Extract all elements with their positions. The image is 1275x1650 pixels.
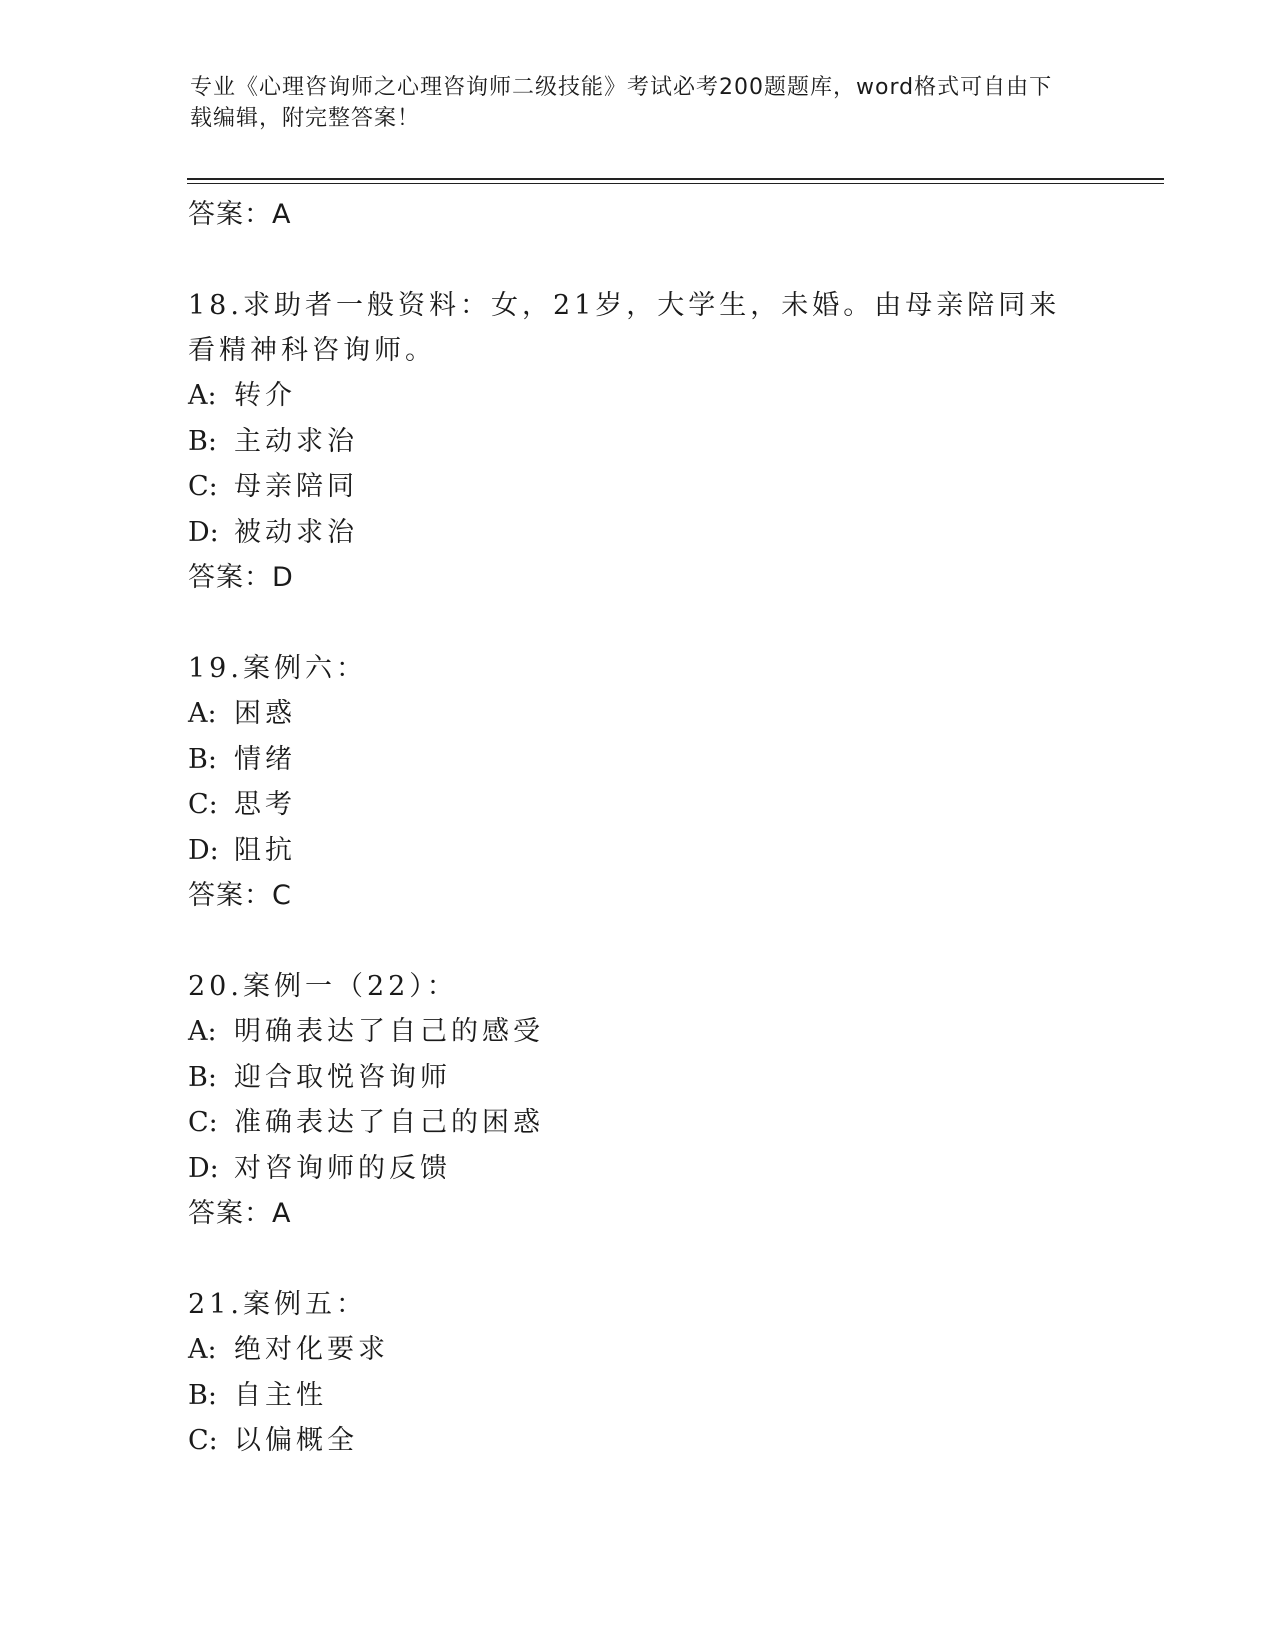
question-stem: 19.案例六： [188,653,367,684]
option-item: B: 主动求治 [188,425,358,457]
question-stem: 20.案例一（22）： [188,971,458,1002]
option-item: D: 对咨询师的反馈 [188,1152,451,1184]
option-item: A: 困惑 [188,698,296,729]
answer-line: 答案：D [188,562,294,593]
option-item: D: 阻抗 [188,834,296,866]
question-list [188,192,1148,1464]
question-stem: 18.求助者一般资料：女，21岁，大学生，未婚。由母亲陪同来看精神科咨询师。 [188,290,1061,366]
answer-line: 答案：A [188,199,292,230]
option-item: A: 明确表达了自己的感受 [188,1016,544,1047]
option-item: A: 绝对化要求 [188,1334,389,1365]
option-item: B: 自主性 [188,1379,327,1411]
option-item: C: 母亲陪同 [188,471,358,502]
answer-line: 答案：A [188,1198,292,1229]
answer-line: 答案：C [188,880,292,911]
option-item: A: 转介 [188,380,296,411]
document-header: 专业《心理咨询师之心理咨询师二级技能》考试必考200题题库，word格式可自由下载编辑，附完整答案！ [190,75,1053,131]
option-item: B: 迎合取悦咨询师 [188,1061,451,1093]
question-stem: 21.案例五： [188,1289,367,1320]
option-item: C: 思考 [188,789,296,820]
option-item: C: 准确表达了自己的困惑 [188,1107,544,1138]
option-item: B: 情绪 [188,743,296,775]
option-item: C: 以偏概全 [188,1425,358,1456]
option-item: D: 被动求治 [188,516,358,548]
header-divider-thick [187,178,1164,180]
header-divider-thin [187,183,1164,184]
